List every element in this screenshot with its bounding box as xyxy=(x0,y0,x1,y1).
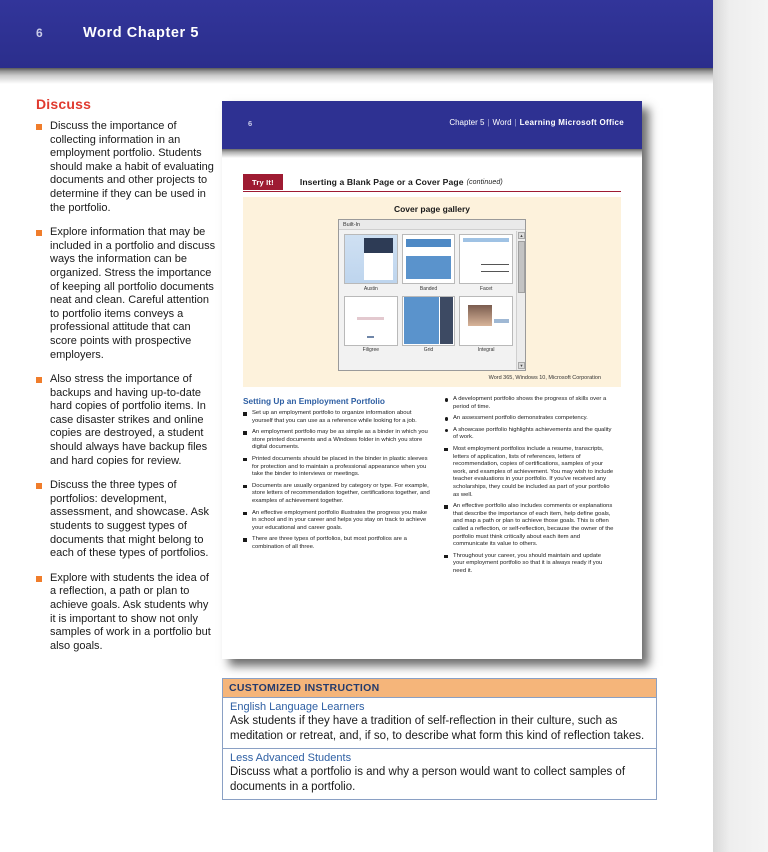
article-bullet xyxy=(243,510,431,533)
article-left-column xyxy=(243,396,431,579)
article-bullet-text: Throughout your career, you should maintain and update your employment portfolio so that it is always ready if you need it. xyxy=(453,552,603,574)
article-left-bullets xyxy=(243,410,431,552)
figure-cover-page-gallery xyxy=(243,197,621,387)
gallery-thumbnail-label: Integral xyxy=(477,347,495,353)
cover-page-preview-icon[interactable] xyxy=(344,234,398,284)
article-bullet xyxy=(444,503,614,549)
cover-page-preview-icon[interactable] xyxy=(402,234,456,284)
customized-instruction-subhead: Less Advanced Students xyxy=(230,752,352,764)
article-bullet xyxy=(444,446,614,499)
gallery-thumbnail-grid xyxy=(339,230,525,357)
breadcrumb-book: Learning Microsoft Office xyxy=(519,118,624,127)
article-bullet-text: Documents are usually organized by category or type. For example, store letters of recommendation together, certifications together, and examples of achievement together. xyxy=(252,482,430,504)
article-bullet xyxy=(243,536,431,551)
portfolio-type-item xyxy=(444,396,614,411)
gallery-thumbnail-facet[interactable] xyxy=(459,234,513,292)
gallery-thumbnail-label: Banded xyxy=(419,285,438,292)
preview-header-shadow xyxy=(222,149,642,158)
gallery-thumbnail-label: Facet xyxy=(479,285,493,292)
customized-instruction-subhead: English Language Learners xyxy=(230,701,365,713)
scroll-up-icon[interactable]: ▲ xyxy=(519,233,524,238)
try-it-row xyxy=(243,174,621,190)
customized-instruction-text: Discuss what a portfolio is and why a person would want to collect samples of documents in a portfolio. xyxy=(230,766,626,793)
article-bullet xyxy=(243,429,431,452)
preview-page-number: 6 xyxy=(248,119,253,128)
bullet-square-icon xyxy=(243,512,247,516)
gallery-thumbnail-label: Austin xyxy=(363,285,378,292)
cover-page-preview-icon[interactable] xyxy=(402,296,456,346)
customized-instruction-heading: CUSTOMIZED INSTRUCTION xyxy=(223,679,656,698)
figure-caption: Word 365, Windows 10, Microsoft Corporation xyxy=(488,375,601,381)
teacher-note xyxy=(36,226,216,362)
article-bullet-text: Set up an employment portfolio to organize information about yourself that you can use as a reference while looking for a job. xyxy=(252,410,417,424)
breadcrumb-separator-1: | xyxy=(487,118,490,127)
article-portfolio-types xyxy=(444,396,614,442)
article-bullet-text: An effective portfolio also includes comments or explanations that describe the importance of each item, help define goals, and map a path or plan to achieve those goals. This is often called a reflection, or self-reflection, because the owner of the portfolio must think critically about each item and communicate its value to others. xyxy=(453,503,614,548)
bullet-square-icon xyxy=(243,412,247,416)
article-bullet xyxy=(243,410,431,425)
bullet-square-icon xyxy=(444,505,448,509)
teacher-notes-list xyxy=(36,120,216,653)
bullet-square-icon xyxy=(36,483,42,489)
bullet-square-icon xyxy=(243,458,247,462)
page-right-margin xyxy=(713,0,768,852)
try-it-rule xyxy=(243,191,621,192)
gallery-thumbnail-grid[interactable] xyxy=(402,296,456,354)
cover-page-preview-icon[interactable] xyxy=(344,296,398,346)
preview-breadcrumb xyxy=(449,118,624,127)
bullet-dot-icon xyxy=(445,398,449,402)
try-it-badge: Try It! xyxy=(243,174,283,190)
scrollbar-thumb[interactable] xyxy=(518,241,525,293)
try-it-continued: (continued) xyxy=(466,178,503,186)
breadcrumb-subject: Word xyxy=(492,118,512,127)
preview-header xyxy=(222,101,642,149)
teacher-note xyxy=(36,479,216,561)
bullet-square-icon xyxy=(36,576,42,582)
customized-instruction-section xyxy=(223,698,656,748)
banner-shadow xyxy=(0,68,713,84)
figure-title: Cover page gallery xyxy=(393,204,471,214)
try-it-title-text: Inserting a Blank Page or a Cover Page xyxy=(299,177,464,187)
gallery-thumbnail-label: Filigree xyxy=(362,347,380,353)
breadcrumb-separator-2: | xyxy=(514,118,517,127)
banner-page-number: 6 xyxy=(36,26,43,40)
teacher-note xyxy=(36,120,216,215)
bullet-dot-icon xyxy=(445,417,449,421)
article-bullet-text: An employment portfolio may be as simple as a binder in which you store printed documents and a Windows folder in which you store digital documents. xyxy=(252,429,428,451)
teacher-note-text: Explore with students the idea of a reflection, a path or plan to achieve goals. Ask students why it is important to show not only samples of work in a portfolio but also goals. xyxy=(50,571,211,652)
article-bullet xyxy=(243,483,431,506)
gallery-scrollbar[interactable] xyxy=(516,231,525,370)
teacher-note xyxy=(36,572,216,654)
article-bullet-text: An effective employment portfolio illustrates the progress you make in school and in your career and helps you stay on track to achieve your educational and career goals. xyxy=(252,509,428,531)
gallery-thumbnail-austin[interactable] xyxy=(344,234,398,292)
article-right-column xyxy=(444,396,614,579)
teacher-note xyxy=(36,373,216,468)
article-heading: Setting Up an Employment Portfolio xyxy=(243,396,385,406)
gallery-thumbnail-banded[interactable] xyxy=(402,234,456,292)
article-bullet-text: Printed documents should be placed in the binder in plastic sleeves for protection and to maintain a professional appearance when you take the binder to interviews or meetings. xyxy=(252,455,428,478)
article-bullet-text: Most employment portfolios include a resume, transcripts, letters of application, lists of references, letters of recommendation, copies of certifications, samples of your work, and examples of achievement. You may wish to include teacher evaluations in your portfolio. If you've received any scholarships, they could be included as part of your portfolio as well. xyxy=(453,445,614,498)
article-bullet xyxy=(243,456,431,479)
portfolio-type-text: A development portfolio shows the progress of skills over a period of time. xyxy=(453,396,607,410)
portfolio-type-text: An assessment portfolio demonstrates competency. xyxy=(453,415,588,422)
discuss-heading: Discuss xyxy=(36,96,92,112)
bullet-square-icon xyxy=(243,538,247,542)
bullet-square-icon xyxy=(444,448,448,452)
teacher-note-text: Discuss the importance of collecting information in an employment portfolio. Students should make a habit of evaluating documents and other projects to determine if they can be used in the portfolio. xyxy=(50,120,214,214)
article-right-bullets xyxy=(444,446,614,576)
bullet-square-icon xyxy=(444,555,448,559)
customized-instruction-section xyxy=(223,748,656,799)
cover-page-preview-icon[interactable] xyxy=(459,296,513,346)
teacher-note-text: Discuss the three types of portfolios: development, assessment, and showcase. Ask students to suggest types of documents that might belong to each of these types of portfolios. xyxy=(50,479,209,560)
article-bullet-text: There are three types of portfolios, but most portfolios are a combination of all three. xyxy=(252,536,407,550)
bullet-square-icon xyxy=(36,377,42,383)
teacher-note-text: Also stress the importance of backups and having up-to-date hard copies of portfolio items. In case disaster strikes and online copies are destroyed, a student should always have backup files and hard copies for review. xyxy=(50,373,208,467)
gallery-panel xyxy=(338,219,526,371)
portfolio-type-item xyxy=(444,427,614,442)
teacher-notes-column xyxy=(36,96,216,664)
bullet-square-icon xyxy=(243,485,247,489)
bullet-dot-icon xyxy=(445,429,449,433)
customized-instruction-box xyxy=(222,678,657,800)
bullet-square-icon xyxy=(243,431,247,435)
teacher-note-text: Explore information that may be included in a portfolio and discuss ways the information can be organized. Stress the importance of keeping all portfolio documents neat and clean. Careful attention to portfolio items conveys a professional attitude that can score points with prospective employers. xyxy=(50,226,216,361)
banner-title: Word Chapter 5 xyxy=(83,25,200,41)
gallery-thumbnail-label: Grid xyxy=(423,347,434,353)
article-columns xyxy=(243,396,621,579)
gallery-group-label: Built-In xyxy=(339,220,525,230)
customized-instruction-text: Ask students if they have a tradition of self-reflection in their culture, such as meditation or retreat, and, if so, to describe what form this kind of reflection takes. xyxy=(230,715,645,742)
try-it-title xyxy=(283,174,621,190)
preview-body xyxy=(222,158,642,579)
bullet-square-icon xyxy=(36,230,42,236)
portfolio-type-item xyxy=(444,415,614,423)
page-banner xyxy=(0,0,713,68)
article-bullet xyxy=(444,553,614,576)
gallery-thumbnail-integral[interactable] xyxy=(459,296,513,354)
student-page-preview xyxy=(222,101,642,659)
customized-instruction-sections xyxy=(223,698,656,799)
gallery-thumbnail-filigree[interactable] xyxy=(344,296,398,354)
scroll-down-icon[interactable]: ▼ xyxy=(519,363,524,368)
portfolio-type-text: A showcase portfolio highlights achievements and the quality of work. xyxy=(453,426,612,441)
bullet-square-icon xyxy=(36,124,42,130)
cover-page-preview-icon[interactable] xyxy=(459,234,513,284)
breadcrumb-chapter: Chapter 5 xyxy=(449,118,485,127)
